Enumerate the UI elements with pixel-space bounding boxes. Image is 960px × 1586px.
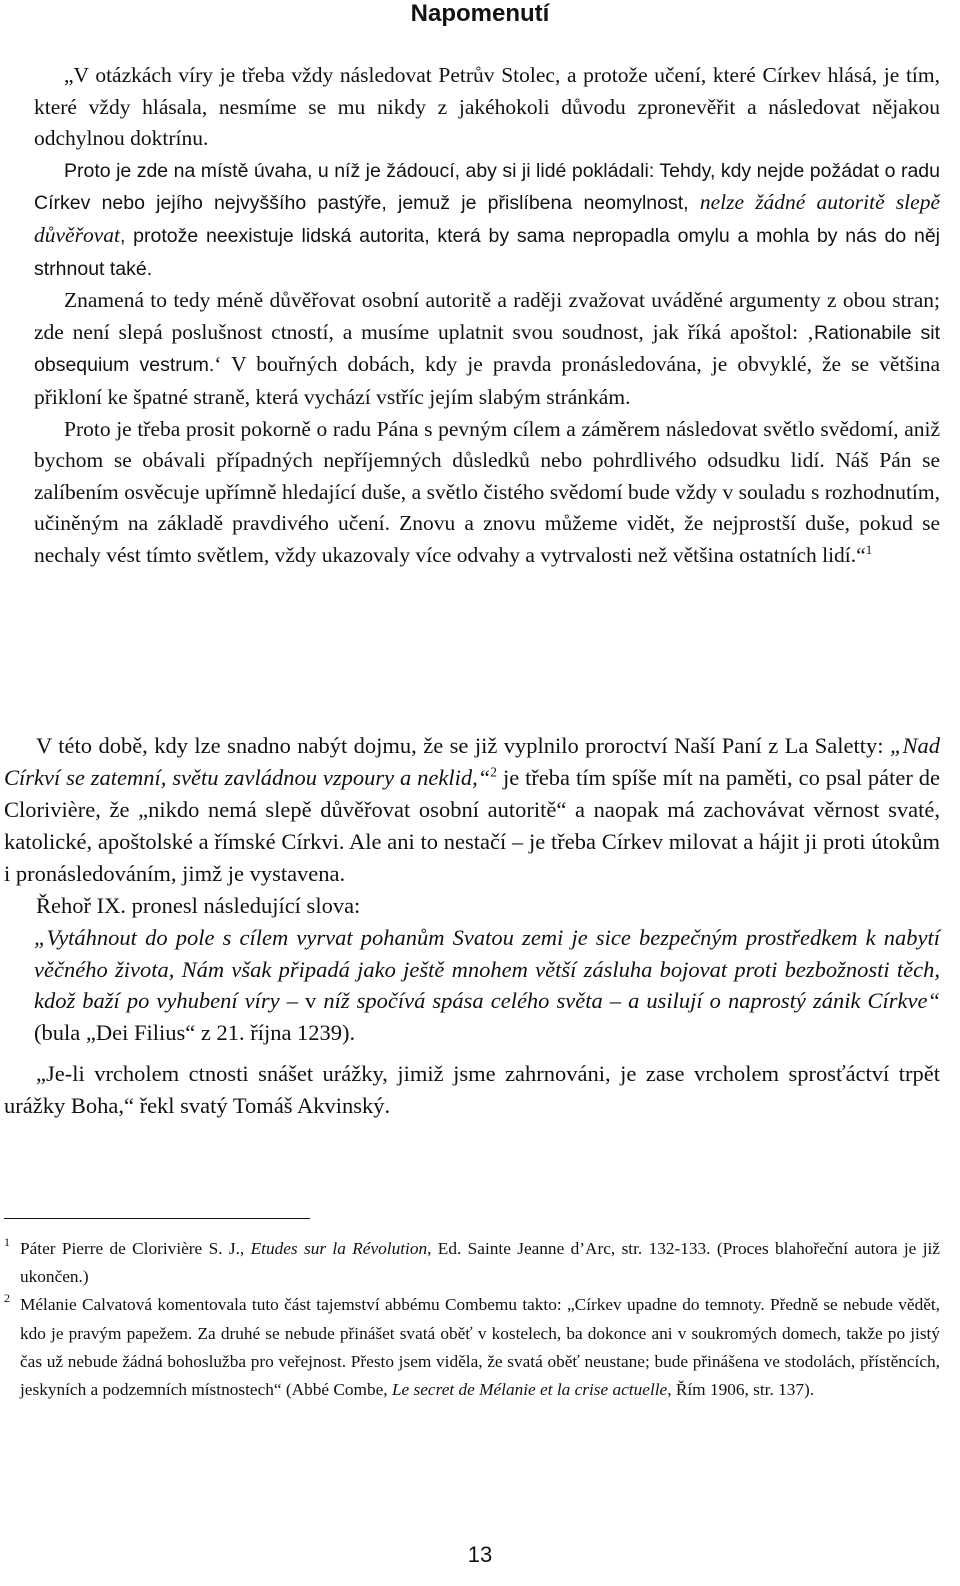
footnote-1-text-b: , Ed. Sainte Jeanne d’Arc, str. 132-133. (Proces blahořeční autora je již ukončen.) — [20, 1239, 940, 1287]
page-title: Napomenutí — [410, 0, 550, 27]
quote-p4-text: Proto je třeba prosit pokorně o radu Pána s pevným cílem a záměrem následovat světlo svědomí, aniž bychom se obávali případných nepříjemných důsledků nebo pohrdlivého odsudku lidí. Náš Pán se zalíbením osvěcuje upřímně hledající duše, a světlo čistého svědomí bude vždy v souladu s rozhodnutím, učiněným na základě pravdivého učení. Znovu a znovu můžeme vidět, že nejprostší duše, pokud se nechaly vést tímto světlem, vždy ukazovaly více odvahy a vytrvalosti než většina ostatních lidí.“ — [34, 416, 940, 567]
footnote-2-title: Le secret de Mélanie et la crise actuelle — [391, 1380, 668, 1400]
gregory-italic-b: níž spočívá spása celého světa – a usilují o naprostý zánik Církve“ — [316, 988, 940, 1013]
quote-p2-text-b: , protože neexistuje lidská autorita, která by sama nepropadla omylu a mohla by nás do něj strhnout také. — [34, 224, 940, 280]
quote-paragraph-1 — [34, 60, 940, 155]
p6-text: Řehoř IX. pronesl následující slova: — [36, 893, 361, 918]
footnote-1 — [4, 1235, 940, 1291]
quote-p2-text-a: Proto je zde na místě úvaha, u níž je žádoucí, aby si ji lidé pokládali: Tehdy, kdy nejde požádat o radu Církev nebo jejího nejvyššího pastýře, jemuž je přislíbena neomylnost, — [34, 159, 940, 215]
footnote-2 — [4, 1291, 940, 1404]
paragraph-akvinsky — [4, 1058, 940, 1122]
footnote-2-text-b: , Řím 1906, str. 137). — [667, 1380, 815, 1400]
p5-text-a: V této době, kdy lze snadno nabýt dojmu, že se již vyplnilo proroctví Naší Paní z La Saletty: — [36, 733, 890, 758]
quote-p1-text: „V otázkách víry je třeba vždy následovat Petrův Stolec, a protože učení, které Církev hlásá, je tím, které vždy hlásala, nesmíme se mu nikdy z jakéhokoli důvodu zpronevěřit a následovat nějakou odchylnou doktrínu. — [34, 63, 940, 151]
quoted-passage — [34, 60, 940, 572]
footnote-separator — [4, 1218, 310, 1219]
main-text — [4, 730, 940, 1122]
quote-p3-latin: Rationabile sit obsequium vestrum. — [34, 321, 940, 377]
footnote-1-text-a: Páter Pierre de Clorivière S. J., — [20, 1239, 251, 1258]
gregory-italic-a: „Vytáhnout do pole s cílem vyrvat pohanům Svatou zemi je sice bezpečným prostředkem k nabytí věčného života, Nám však připadá jako ještě mnohem větší zásluha bojovat proti bezbožnosti těch, kdož baží po vyhubení víry – — [34, 925, 940, 1013]
p7-text: „Je-li vrcholem ctnosti snášet urážky, jimiž jsme zahrnováni, je zase vrcholem sprosťáctví trpět urážky Boha,“ řekl svatý Tomáš Akvinský. — [4, 1061, 940, 1118]
paragraph-la-salette — [4, 730, 940, 890]
footnote-2-text-a: Mélanie Calvatová komentovala tuto část tajemství abbému Combemu takto: „Církev upadne do temnoty. Předně se nebude vědět, kdo je pravým papežem. Za druhé se nebude přinášet svatá oběť v kostelech, ba dokonce ani v soukromých domech, takže po jistý čas už nebude žádná bohoslužba pro veřejnost. Přesto jsem viděla, že svatá oběť neustane; bude přinášena ve stodolách, přístěncích, jeskyních a podzemních místnostech“ (Abbé Combe, — [20, 1295, 940, 1400]
quote-paragraph-2 — [34, 155, 940, 285]
footnotes — [4, 1235, 940, 1404]
footnote-mark: 2 — [4, 1291, 10, 1306]
p5-text-b: je třeba tím spíše mít na paměti, co psal páter de Clorivière, že „nikdo nemá slepě důvěřovat osobní autoritě“ a naopak má zachovávat věrnost svaté, katolické, apoštolské a římské Církvi. Ale ani to nestačí – je třeba Církev milovat a hájit ji proti útokům i pronásledováním, jimž je vystavena. — [4, 765, 940, 886]
footnote-ref-2[interactable]: 2 — [490, 764, 498, 780]
gregory-quote — [4, 922, 940, 1048]
gregory-citation: (bula „Dei Filius“ z 21. října 1239). — [34, 1019, 356, 1045]
gregory-plain-v: v — [305, 988, 317, 1013]
quote-paragraph-4 — [34, 414, 940, 572]
quote-p3-text-b: ‘ V bouřných dobách, kdy je pravda pronásledována, je obvyklé, že se většina přikloní ke špatné straně, která vychází vstříc jejím slabým stránkám. — [34, 352, 940, 409]
p5-prophecy: „Nad Církví se zatemní, světu zavládnou vzpoury a neklid,“ — [4, 733, 940, 790]
quote-p2-emphasis: nelze žádné autoritě slepě důvěřovat — [34, 190, 940, 247]
page-number: 13 — [467, 1542, 493, 1567]
footnote-ref-1[interactable]: 1 — [865, 542, 873, 557]
paragraph-gregory-intro — [4, 890, 940, 922]
footnote-1-title: Etudes sur la Révolution — [250, 1239, 428, 1258]
footnote-mark: 1 — [4, 1235, 10, 1249]
quote-paragraph-3 — [34, 285, 940, 413]
quote-p3-text-a: Znamená to tedy méně důvěřovat osobní autoritě a raději zvažovat uváděné argumenty z obou stran; zde není slepá poslušnost ctností, a musíme uplatnit svou soudnost, jak říká apoštol: ‚ — [34, 288, 940, 344]
